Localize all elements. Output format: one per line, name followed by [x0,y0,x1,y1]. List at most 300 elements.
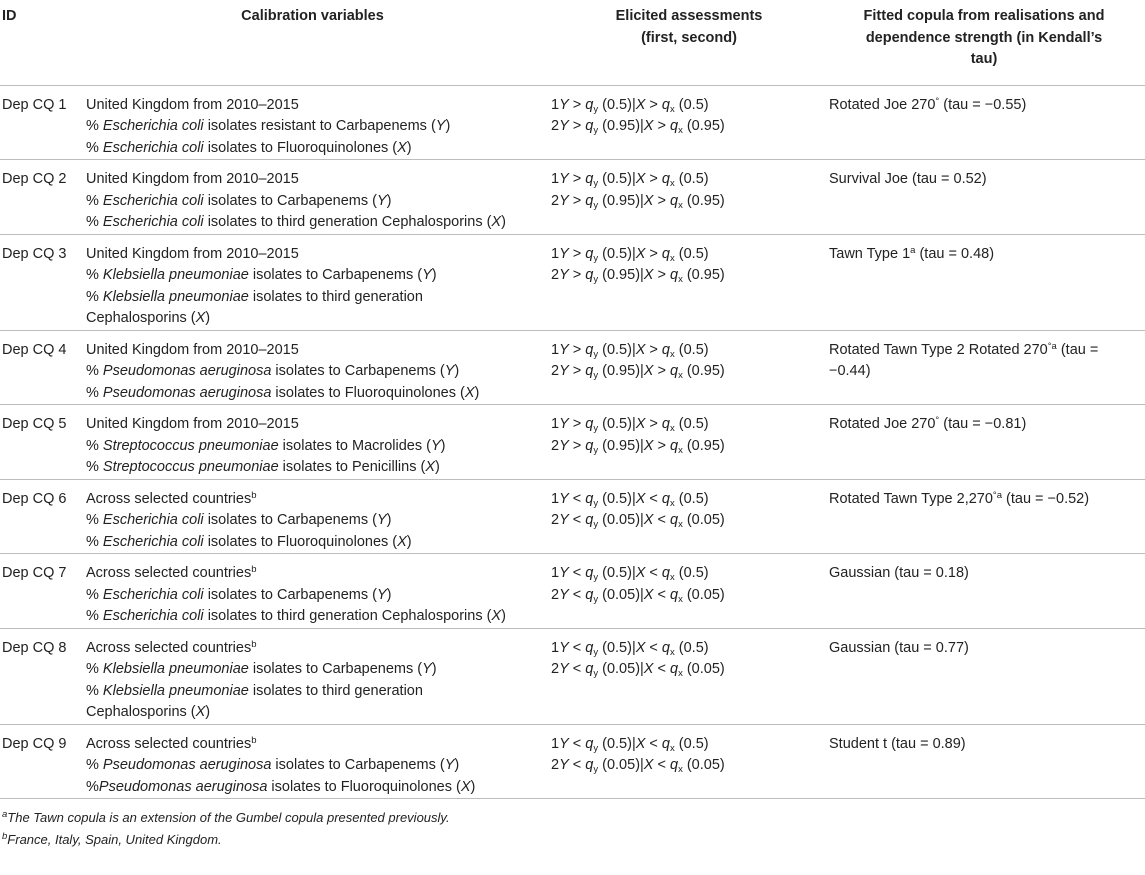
y-rest: isolates resistant to Carbapenems ( [203,118,436,134]
pct-sign: % [86,512,103,528]
y-var: Y [376,192,387,209]
region-line [86,563,539,585]
region-text: United Kingdom from 2010–2015 [86,341,299,358]
header-elicited: Elicited assessments (first, second) [545,0,823,85]
sub-y: y [593,348,599,360]
region-line [86,169,539,191]
sub-x: x [678,274,683,285]
elicited-second-mid: (0.95)|X > q [598,267,679,283]
pct-sign: % [86,682,103,699]
region-line [86,638,539,660]
calibration-cell [80,405,545,480]
fitted-sup: °a [1047,340,1057,352]
sub-y: y [593,370,599,381]
row-id: Dep CQ 4 [0,330,80,405]
fitted-text: Rotated Joe 270 [829,96,936,113]
y-species: Streptococcus pneumoniae [102,437,279,454]
close-paren: ) [386,586,392,603]
y-species: Pseudomonas aeruginosa [102,757,272,773]
table-row [0,628,1145,724]
pct-sign: % [86,437,103,454]
fitted-text: Rotated Tawn Type 2 Rotated 270 [829,341,1048,358]
elicited-second [551,755,817,777]
y-species: Klebsiella pneumoniae [102,661,249,677]
header-row [0,0,1145,85]
row-id: Dep CQ 5 [0,405,80,480]
elicited-first-mid: (0.5)|X < q [598,735,670,752]
x-rest: isolates to Penicillins ( [278,459,426,475]
region-sup: b [251,489,257,501]
fitted-text: Rotated Tawn Type 2,270 [829,490,993,507]
y-species: Escherichia coli [102,586,204,603]
fitted-cell [823,160,1145,235]
calibration-cell [80,160,545,235]
elicited-first-mid: (0.5)|X < q [598,490,670,507]
fitted-cell [823,628,1145,724]
elicited-first [551,244,817,266]
sub-y: y [593,103,599,115]
close-paren: ) [406,139,412,156]
sub-x: x [670,742,675,754]
sub-x: x [678,519,683,530]
y-variable-line [86,361,539,383]
y-variable-line [86,659,539,681]
y-var: Y [422,267,432,283]
pct-sign: % [86,267,103,283]
sub-y: y [593,178,599,189]
fitted-copula [829,491,1089,507]
fitted-tail: (tau = 0.48) [915,245,995,262]
fitted-copula [829,640,969,656]
elicited-first-mid: (0.5)|X > q [598,171,670,187]
x-variable-line [86,138,539,160]
x-var: X [397,139,407,156]
elicited-first-end: (0.5) [674,490,709,507]
elicited-first [551,489,817,511]
x-variable-line [86,777,539,799]
x-species: Klebsiella pneumoniae [102,682,249,699]
close-paren: ) [440,437,446,454]
fitted-copula [829,246,994,262]
sub-y: y [593,742,599,754]
table-body [0,85,1145,799]
region-line [86,489,539,511]
elicited-first [551,340,817,362]
header-calibration: Calibration variables [80,0,545,85]
fitted-sup: ° [935,95,940,107]
pct-sign: % [86,608,103,624]
sub-x: x [670,423,675,434]
fitted-copula [829,565,969,581]
y-species: Klebsiella pneumoniae [102,267,249,283]
region-text: Across selected countries [86,565,252,581]
row-id: Dep CQ 2 [0,160,80,235]
pct-sign: % [86,363,103,379]
elicited-first-mid: (0.5)|X > q [598,96,670,113]
fitted-tail: (tau = −0.81) [939,416,1027,432]
y-rest: isolates to Carbapenems ( [203,192,377,209]
y-rest: isolates to Macrolides ( [278,437,431,454]
fitted-cell [823,405,1145,480]
x-variable-line [86,606,539,628]
elicited-cell [545,479,823,554]
footnote-b-mark: b [2,830,8,842]
fitted-sup: °a [992,489,1003,501]
x-rest: isolates to third generation Cephalosporins ( [203,608,492,624]
elicited-first [551,95,817,117]
fitted-text: Gaussian (tau = 0.77) [829,639,969,656]
pct-sign: % [86,661,103,677]
elicited-second-mid: (0.05)|X < q [598,512,679,528]
x-rest: isolates to third generation Cephalosporins ( [86,288,423,326]
y-rest: isolates to Carbapenems ( [271,363,445,379]
sub-y: y [593,274,599,285]
fitted-cell [823,85,1145,160]
y-rest: isolates to Carbapenems ( [271,757,445,773]
row-id: Dep CQ 9 [0,724,80,799]
y-rest: isolates to Carbapenems ( [203,512,377,528]
elicited-first-end: (0.5) [674,565,709,581]
table-row [0,85,1145,160]
y-var: Y [444,363,455,379]
x-species: Pseudomonas aeruginosa [102,384,272,401]
elicited-first-end: (0.5) [674,416,709,432]
sub-x: x [678,444,683,456]
pct-sign: % [86,118,103,134]
fitted-tail: (tau = −0.44) [829,341,1099,379]
y-rest: isolates to Carbapenems ( [203,586,377,603]
y-var: Y [376,586,387,603]
region-text: United Kingdom from 2010–2015 [86,171,299,187]
elicited-cell [545,554,823,629]
sub-y: y [593,444,599,456]
elicited-cell [545,234,823,330]
close-paren: ) [435,459,440,475]
elicited-second-lhs: 2Y < q [551,661,594,677]
region-line [86,340,539,362]
elicited-second [551,585,817,607]
x-var: X [491,214,502,230]
elicited-second-end: (0.95) [682,437,725,454]
x-species: Pseudomonas aeruginosa [98,778,268,795]
sub-y: y [593,646,599,658]
elicited-second [551,116,817,138]
elicited-first-lhs: 1Y < q [551,490,594,507]
sub-y: y [593,593,599,605]
elicited-cell [545,330,823,405]
elicited-second-end: (0.05) [682,757,725,773]
close-paren: ) [454,757,460,773]
region-line [86,414,539,436]
calibration-cell [80,479,545,554]
elicited-second-end: (0.05) [682,661,725,677]
table-row [0,405,1145,480]
calibration-cell [80,724,545,799]
fitted-copula [829,342,1098,380]
x-rest: isolates to third generation Cephalosporins ( [86,682,423,720]
sub-y: y [593,423,599,434]
fitted-sup: a [910,244,916,256]
y-rest: isolates to Carbapenems ( [248,661,423,677]
region-text: Across selected countries [86,735,252,752]
fitted-text: Survival Joe (tau = 0.52) [829,171,987,187]
elicited-first [551,563,817,585]
y-var: Y [430,437,441,454]
x-var: X [195,704,206,720]
sub-y: y [593,668,599,679]
elicited-first-end: (0.5) [674,735,709,752]
elicited-cell [545,724,823,799]
x-rest: isolates to Fluoroquinolones ( [267,778,461,795]
sub-y: y [593,199,599,211]
pct-sign: % [86,778,99,795]
elicited-second-mid: (0.95)|X > q [598,363,679,379]
elicited-first [551,734,817,756]
elicited-first [551,169,817,191]
close-paren: ) [205,704,211,720]
fitted-text: Rotated Joe 270 [829,416,936,432]
region-line [86,95,539,117]
elicited-first [551,638,817,660]
elicited-second-end: (0.95) [682,267,725,283]
y-variable-line [86,436,539,458]
y-species: Pseudomonas aeruginosa [102,363,272,379]
sub-x: x [670,103,675,115]
elicited-first-lhs: 1Y < q [551,735,594,752]
x-rest: isolates to Fluoroquinolones ( [271,384,465,401]
fitted-cell [823,554,1145,629]
y-species: Escherichia coli [102,118,204,134]
x-rest: isolates to Fluoroquinolones ( [203,533,398,550]
y-variable-line [86,510,539,532]
pct-sign: % [86,533,103,550]
close-paren: ) [454,363,460,379]
elicited-cell [545,405,823,480]
close-paren: ) [205,310,211,326]
fitted-copula [829,171,987,187]
region-sup: b [251,734,257,746]
elicited-first-mid: (0.5)|X < q [598,639,670,656]
elicited-first-lhs: 1Y < q [551,639,594,656]
elicited-second-lhs: 2Y < q [551,757,594,773]
x-var: X [397,533,407,550]
y-species: Escherichia coli [102,192,204,209]
y-rest: isolates to Carbapenems ( [248,267,423,283]
x-species: Escherichia coli [102,139,204,156]
elicited-second-mid: (0.95)|X > q [598,192,679,209]
region-text: United Kingdom from 2010–2015 [86,416,299,432]
fitted-copula [829,416,1026,432]
elicited-first-mid: (0.5)|X < q [598,565,670,581]
sub-y: y [593,764,599,775]
sub-x: x [670,497,675,509]
region-text: Across selected countries [86,490,252,507]
elicited-second-mid: (0.05)|X < q [598,586,679,603]
fitted-tail: (tau = −0.55) [939,96,1027,113]
row-id: Dep CQ 3 [0,234,80,330]
sub-y: y [593,519,599,530]
x-rest: isolates to Fluoroquinolones ( [203,139,398,156]
elicited-first-end: (0.5) [674,341,709,358]
header-id: ID [0,0,80,85]
calibration-cell [80,234,545,330]
sub-x: x [670,572,675,583]
elicited-second [551,659,817,681]
elicited-second [551,191,817,213]
row-id: Dep CQ 8 [0,628,80,724]
y-species: Escherichia coli [102,512,204,528]
sub-x: x [678,593,683,605]
sub-x: x [678,370,683,381]
fitted-tail: (tau = −0.52) [1002,490,1090,507]
elicited-second-end: (0.95) [682,118,725,134]
y-var: Y [435,118,446,134]
fitted-sup: ° [935,415,940,426]
elicited-first-lhs: 1Y > q [551,416,594,432]
region-text: United Kingdom from 2010–2015 [86,96,299,113]
elicited-first [551,414,817,436]
close-paren: ) [501,214,506,230]
sub-x: x [678,125,683,136]
close-paren: ) [431,661,437,677]
elicited-second-lhs: 2Y > q [551,118,594,134]
fitted-text: Tawn Type 1 [829,245,911,262]
close-paren: ) [445,118,451,134]
sub-x: x [670,252,675,264]
fitted-cell [823,330,1145,405]
elicited-second [551,265,817,287]
region-text: United Kingdom from 2010–2015 [86,245,299,262]
pct-sign: % [86,214,103,230]
region-line [86,244,539,266]
row-id: Dep CQ 7 [0,554,80,629]
elicited-first-mid: (0.5)|X > q [598,341,670,358]
x-species: Klebsiella pneumoniae [102,288,249,305]
region-line [86,734,539,756]
x-variable-line [86,383,539,405]
fitted-cell [823,724,1145,799]
elicited-second [551,361,817,383]
row-id: Dep CQ 6 [0,479,80,554]
close-paren: ) [470,778,476,795]
elicited-cell [545,160,823,235]
elicited-first-lhs: 1Y > q [551,171,594,187]
sub-x: x [670,646,675,658]
sub-x: x [670,348,675,360]
close-paren: ) [386,192,392,209]
footnote-a-mark: a [2,809,8,820]
x-var: X [464,384,475,401]
calibration-cell [80,85,545,160]
fitted-copula [829,97,1026,113]
y-var: Y [376,512,387,528]
elicited-second-mid: (0.05)|X < q [598,661,679,677]
pct-sign: % [86,384,103,401]
fitted-cell [823,234,1145,330]
elicited-first-lhs: 1Y > q [551,96,594,113]
x-var: X [460,778,471,795]
elicited-cell [545,628,823,724]
x-species: Escherichia coli [102,608,204,624]
fitted-text: Gaussian (tau = 0.18) [829,565,969,581]
footnote-a-text: The Tawn copula is an extension of the Gumbel copula presented previously. [7,810,450,825]
y-variable-line [86,191,539,213]
calibration-cell [80,330,545,405]
pct-sign: % [86,139,103,156]
region-text: Across selected countries [86,639,252,656]
footnote-b [2,829,1143,851]
elicited-first-lhs: 1Y > q [551,245,594,262]
close-paren: ) [386,512,392,528]
table-row [0,724,1145,799]
elicited-first-end: (0.5) [674,245,709,262]
sub-x: x [678,199,683,211]
sub-x: x [678,668,683,679]
elicited-first-end: (0.5) [674,171,709,187]
elicited-cell [545,85,823,160]
elicited-first-lhs: 1Y < q [551,565,594,581]
table-row [0,554,1145,629]
table-row [0,330,1145,405]
y-variable-line [86,755,539,777]
x-variable-line [86,532,539,554]
elicited-second-mid: (0.05)|X < q [598,757,679,773]
table-row [0,160,1145,235]
x-variable-line [86,681,466,724]
elicited-first-end: (0.5) [674,96,709,113]
sub-y: y [593,572,599,583]
elicited-second [551,510,817,532]
row-id: Dep CQ 1 [0,85,80,160]
y-var: Y [422,661,432,677]
elicited-second-end: (0.05) [682,586,725,603]
pct-sign: % [86,586,103,603]
footnote-a [2,807,1143,829]
close-paren: ) [501,608,506,624]
elicited-second-lhs: 2Y < q [551,586,594,603]
x-variable-line [86,287,466,330]
fitted-copula [829,736,966,752]
elicited-second-mid: (0.95)|X > q [598,437,679,454]
elicited-second-end: (0.95) [682,363,725,379]
close-paren: ) [431,267,437,283]
sub-y: y [593,125,599,136]
elicited-second-lhs: 2Y > q [551,267,594,283]
header-fitted: Fitted copula from realisations and dependence strength (in Kendall’s tau) [823,0,1145,85]
pct-sign: % [86,288,103,305]
calibration-cell [80,554,545,629]
x-variable-line [86,457,539,479]
y-variable-line [86,116,539,138]
sub-y: y [593,252,599,264]
elicited-first-lhs: 1Y > q [551,341,594,358]
elicited-second-mid: (0.95)|X > q [598,118,679,134]
elicited-second [551,436,817,458]
elicited-second-end: (0.05) [682,512,725,528]
table-row [0,479,1145,554]
table-row [0,234,1145,330]
pct-sign: % [86,192,103,209]
x-var: X [491,608,502,624]
elicited-first-mid: (0.5)|X > q [598,245,670,262]
x-species: Streptococcus pneumoniae [102,459,279,475]
y-variable-line [86,265,539,287]
pct-sign: % [86,459,103,475]
close-paren: ) [406,533,412,550]
y-var: Y [444,757,455,773]
x-var: X [425,459,435,475]
elicited-second-lhs: 2Y < q [551,512,594,528]
